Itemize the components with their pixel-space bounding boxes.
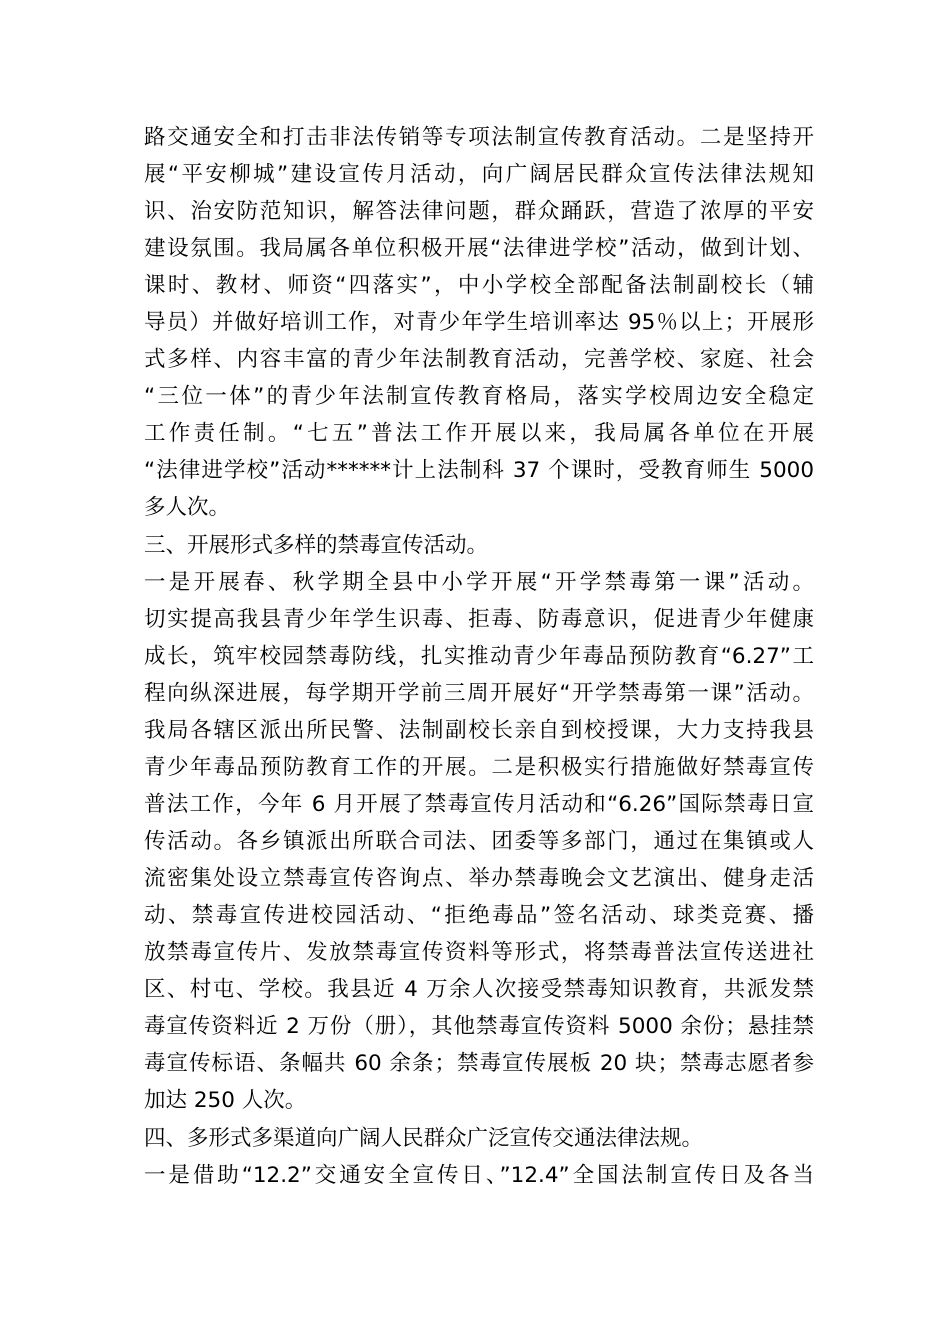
paragraph-line: 课时、教材、师资“四落实”，中小学校全部配备法制副校长（辅 [144, 273, 814, 298]
paragraph-line: 成长，筑牢校园禁毒防线，扎实推动青少年毒品预防教育“6.27”工 [144, 644, 814, 669]
paragraph-line: 路交通安全和打击非法传销等专项法制宣传教育活动。二是坚持开 [144, 125, 814, 150]
paragraph-line: 展“平安柳城”建设宣传月活动，向广阔居民群众宣传法律法规知 [144, 162, 814, 187]
paragraph-line: “法律进学校”活动******计上法制科 37 个课时，受教育师生 5000 [144, 458, 814, 483]
paragraph-line: 放禁毒宣传片、发放禁毒宣传资料等形式，将禁毒普法宣传送进社 [144, 940, 814, 965]
paragraph-line: 区、村屯、学校。我县近 4 万余人次接受禁毒知识教育，共派发禁 [144, 977, 814, 1002]
paragraph-line: 建设氛围。我局属各单位积极开展“法律进学校”活动，做到计划、 [144, 236, 814, 261]
paragraph-line: 普法工作，今年 6 月开展了禁毒宣传月活动和“6.26”国际禁毒日宣 [144, 792, 814, 817]
paragraph-line: 多人次。 [144, 495, 231, 520]
paragraph-line: 一是借助“12.2”交通安全宣传日、”12.4”全国法制宣传日及各当 [144, 1163, 814, 1188]
paragraph-line: 程向纵深进展，每学期开学前三周开展好“开学禁毒第一课”活动。 [144, 681, 814, 706]
paragraph-line: “三位一体”的青少年法制宣传教育格局，落实学校周边安全稳定 [144, 384, 814, 409]
section-heading: 三、开展形式多样的禁毒宣传活动。 [144, 533, 489, 558]
paragraph-line: 青少年毒品预防教育工作的开展。二是积极实行措施做好禁毒宣传 [144, 755, 814, 780]
paragraph-line: 一是开展春、秋学期全县中小学开展“开学禁毒第一课”活动。 [144, 570, 814, 595]
paragraph-line: 毒宣传标语、条幅共 60 余条；禁毒宣传展板 20 块；禁毒志愿者参 [144, 1051, 814, 1076]
paragraph-line: 切实提高我县青少年学生识毒、拒毒、防毒意识，促进青少年健康 [144, 607, 814, 632]
paragraph-line: 工作责任制。“七五”普法工作开展以来，我局属各单位在开展 [144, 421, 814, 446]
paragraph-line: 流密集处设立禁毒宣传咨询点、举办禁毒晚会文艺演出、健身走活 [144, 866, 814, 891]
paragraph-line: 我局各辖区派出所民警、法制副校长亲自到校授课，大力支持我县 [144, 718, 814, 743]
paragraph-line: 传活动。各乡镇派出所联合司法、团委等多部门，通过在集镇或人 [144, 829, 814, 854]
paragraph-line: 加达 250 人次。 [144, 1088, 307, 1113]
paragraph-line: 导员）并做好培训工作，对青少年学生培训率达 95％以上；开展形 [144, 310, 814, 335]
paragraph-line: 式多样、内容丰富的青少年法制教育活动，完善学校、家庭、社会 [144, 347, 814, 372]
paragraph-line: 毒宣传资料近 2 万份（册），其他禁毒宣传资料 5000 余份；悬挂禁 [144, 1014, 814, 1039]
paragraph-line: 动、禁毒宣传进校园活动、“拒绝毒品”签名活动、球类竞赛、播 [144, 903, 814, 928]
paragraph-line: 识、治安防范知识，解答法律问题，群众踊跃，营造了浓厚的平安 [144, 199, 814, 224]
section-heading: 四、多形式多渠道向广阔人民群众广泛宣传交通法律法规。 [144, 1126, 704, 1151]
